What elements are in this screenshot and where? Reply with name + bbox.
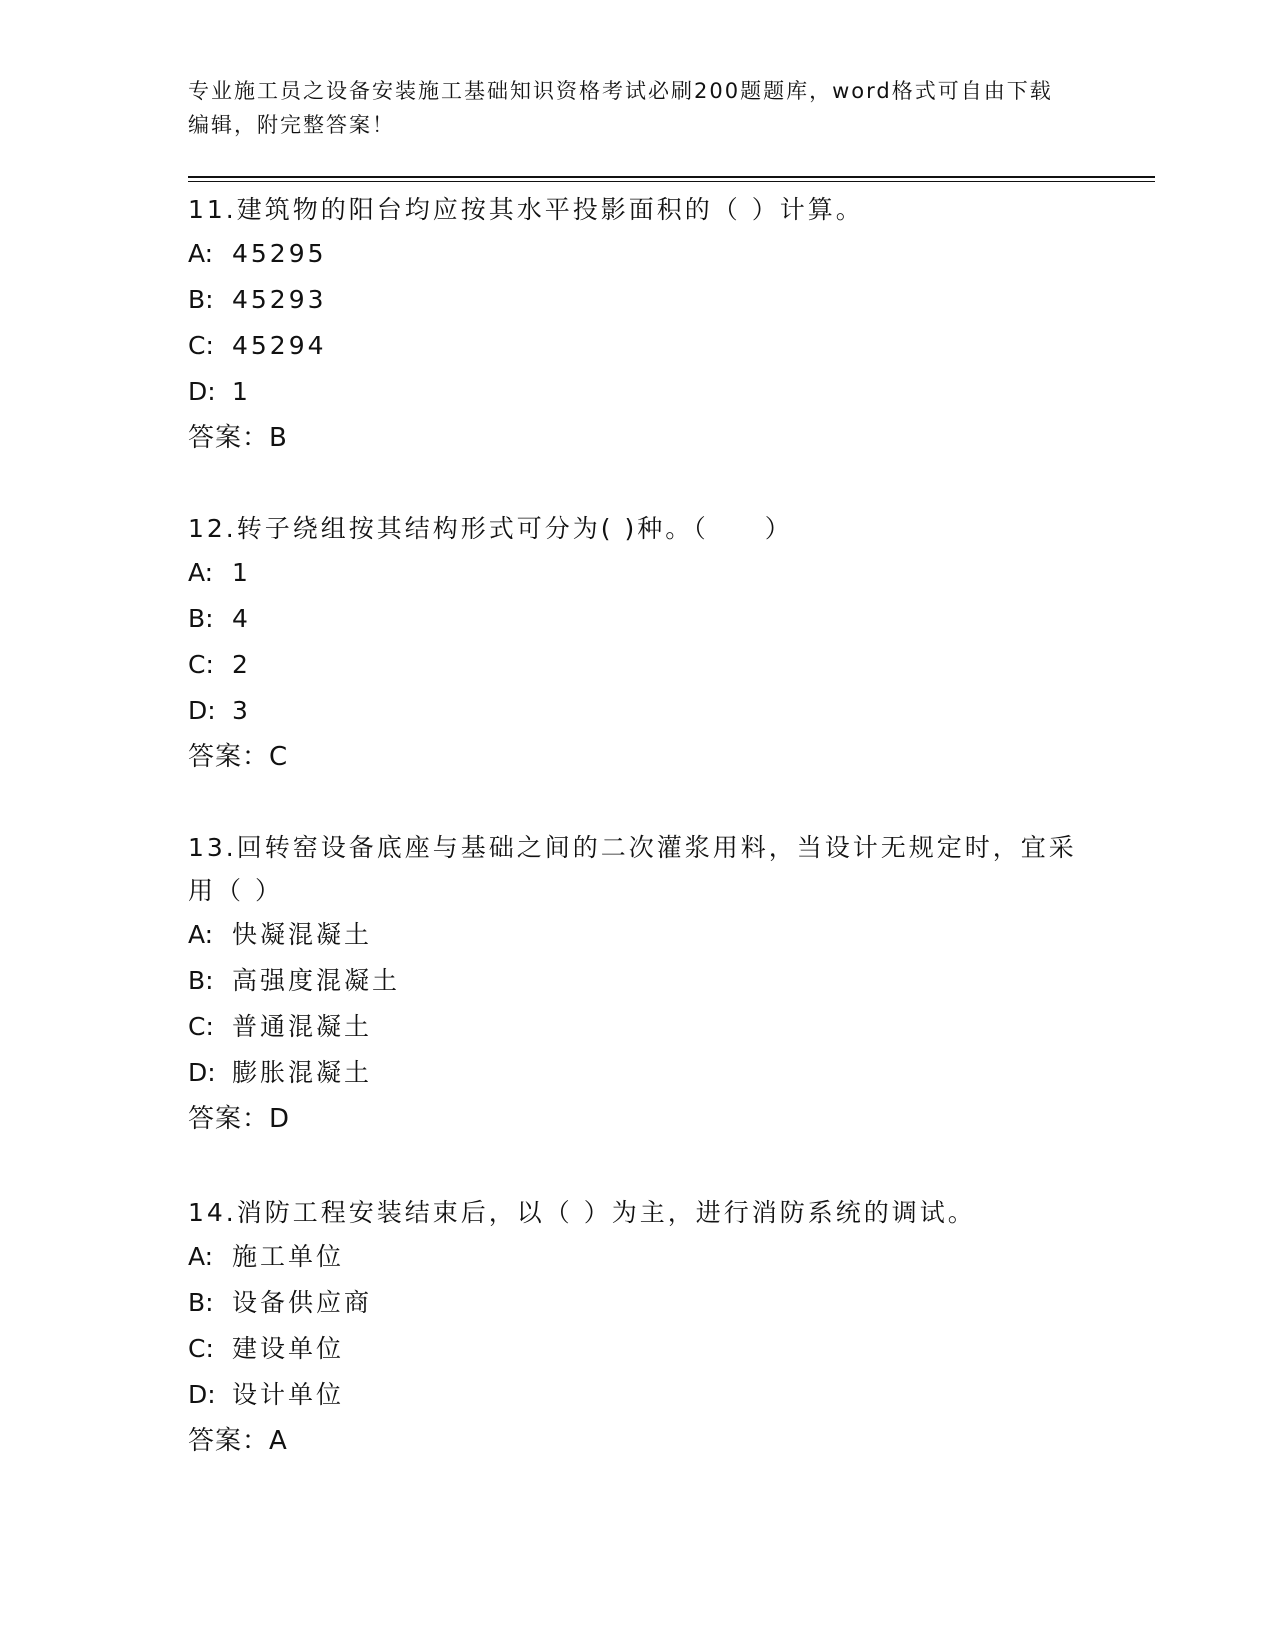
option-text: 普通混凝土 <box>232 1012 373 1041</box>
option-letter: C: <box>188 1012 214 1041</box>
option-letter: B: <box>188 604 214 633</box>
option-b <box>188 596 1088 642</box>
option-d <box>188 1372 1088 1418</box>
option-letter: B: <box>188 966 214 995</box>
option-letter: A: <box>188 1242 214 1271</box>
option-d <box>188 688 1088 734</box>
question-12 <box>188 507 1088 780</box>
option-text: 45293 <box>232 285 327 314</box>
option-letter: C: <box>188 650 214 679</box>
option-letter: C: <box>188 1334 214 1363</box>
option-letter: A: <box>188 558 214 587</box>
question-stem: 13.回转窑设备底座与基础之间的二次灌浆用料，当设计无规定时，宜采用（ ） <box>188 833 1077 905</box>
option-text: 4 <box>232 604 251 633</box>
option-a <box>188 231 1088 277</box>
header-rule-thick <box>188 176 1155 178</box>
option-letter: B: <box>188 1288 214 1317</box>
question-stem: 11.建筑物的阳台均应按其水平投影面积的（ ）计算。 <box>188 195 864 224</box>
option-text: 45294 <box>232 331 327 360</box>
option-text: 2 <box>232 650 251 679</box>
option-a <box>188 912 1088 958</box>
option-a <box>188 1234 1088 1280</box>
option-text: 45295 <box>232 239 327 268</box>
option-letter: A: <box>188 920 214 949</box>
header-rule-thin <box>188 181 1155 182</box>
option-text: 膨胀混凝土 <box>232 1058 373 1087</box>
option-text: 施工单位 <box>232 1242 345 1271</box>
option-b <box>188 958 1088 1004</box>
option-c <box>188 642 1088 688</box>
question-stem: 12.转子绕组按其结构形式可分为( )种。（ ） <box>188 514 793 543</box>
option-text: 1 <box>232 558 251 587</box>
option-letter: D: <box>188 1058 216 1087</box>
answer-line: 答案：C <box>188 742 289 772</box>
option-a <box>188 550 1088 596</box>
option-b <box>188 1280 1088 1326</box>
option-text: 快凝混凝土 <box>232 920 373 949</box>
option-letter: D: <box>188 377 216 406</box>
option-text: 1 <box>232 377 251 406</box>
question-stem: 14.消防工程安装结束后，以（ ）为主，进行消防系统的调试。 <box>188 1198 976 1227</box>
question-14 <box>188 1191 1088 1464</box>
option-letter: B: <box>188 285 214 314</box>
option-text: 建设单位 <box>232 1334 345 1363</box>
option-c <box>188 323 1088 369</box>
option-b <box>188 277 1088 323</box>
option-d <box>188 369 1088 415</box>
document-header: 专业施工员之设备安装施工基础知识资格考试必刷200题题库，word格式可自由下载编辑，附完整答案！ <box>188 79 1053 137</box>
option-text: 设备供应商 <box>232 1288 373 1317</box>
answer-line: 答案：B <box>188 423 288 453</box>
answer-line: 答案：A <box>188 1426 288 1456</box>
option-text: 设计单位 <box>232 1380 345 1409</box>
question-13 <box>188 826 1088 1142</box>
option-letter: D: <box>188 1380 216 1409</box>
answer-line: 答案：D <box>188 1104 291 1134</box>
option-d <box>188 1050 1088 1096</box>
option-text: 3 <box>232 696 251 725</box>
option-c <box>188 1326 1088 1372</box>
option-letter: C: <box>188 331 214 360</box>
option-text: 高强度混凝土 <box>232 966 401 995</box>
option-letter: D: <box>188 696 216 725</box>
option-letter: A: <box>188 239 214 268</box>
question-11 <box>188 188 1088 461</box>
option-c <box>188 1004 1088 1050</box>
